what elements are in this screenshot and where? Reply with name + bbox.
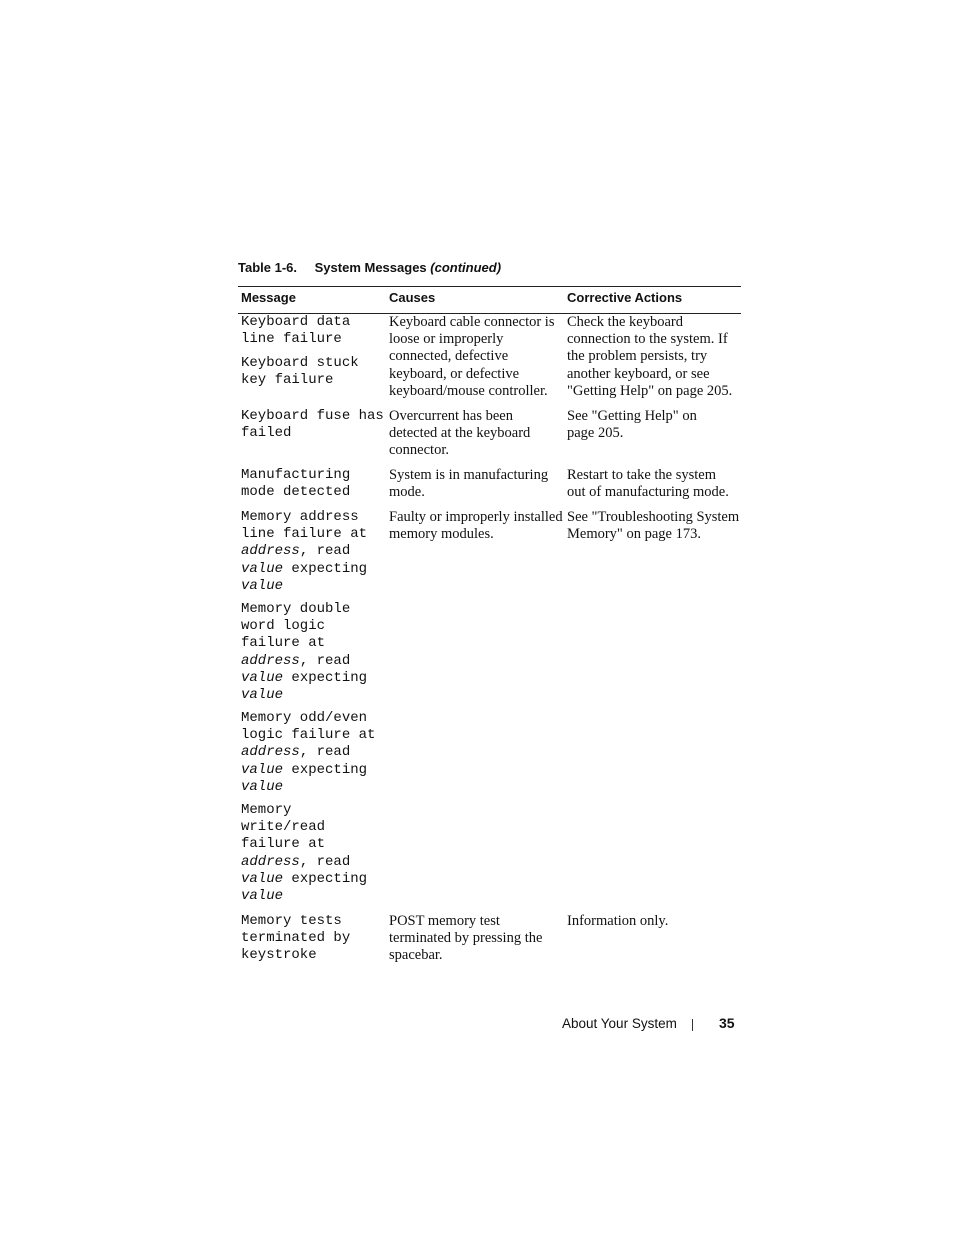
- cause-manufacturing: System is in manufacturing mode.: [389, 467, 549, 501]
- message-keyboard-data: Keyboard data line failure: [241, 314, 351, 348]
- table-title: System Messages: [314, 260, 427, 275]
- message-memory-address: Memory address line failure at address, read value expecting value: [241, 509, 368, 594]
- table-caption: [238, 260, 501, 275]
- message-memory-double-word: Memory double word logic failure at address, read value expecting value: [241, 601, 368, 704]
- message-keyboard-fuse: Keyboard fuse has failed: [241, 408, 384, 442]
- header-causes: Causes: [389, 290, 436, 305]
- footer-separator: [692, 1019, 693, 1031]
- header-message: Message: [241, 290, 296, 305]
- table-number: Table 1-6.: [238, 260, 298, 275]
- cause-memory-tests: POST memory test terminated by pressing the spacebar.: [389, 913, 543, 964]
- message-memory-tests: Memory tests terminated by keystroke: [241, 913, 351, 964]
- message-memory-odd-even: Memory odd/even logic failure at address, read value expecting value: [241, 710, 376, 795]
- table-header-row: [238, 286, 741, 314]
- message-keyboard-stuck: Keyboard stuck key failure: [241, 355, 359, 389]
- cause-fuse: Overcurrent has been detected at the keyboard connector.: [389, 408, 531, 459]
- table-continued: (continued): [430, 260, 502, 275]
- cause-keyboard: Keyboard cable connector is loose or improperly connected, defective keyboard, or defective keyboard/mouse controller.: [389, 314, 555, 399]
- footer-page-number: 35: [719, 1015, 735, 1031]
- action-memory: See "Troubleshooting System Memory" on page 173.: [567, 509, 740, 543]
- cause-memory: Faulty or improperly installed memory modules.: [389, 509, 563, 543]
- header-actions: Corrective Actions: [567, 290, 683, 305]
- action-manufacturing: Restart to take the system out of manufacturing mode.: [567, 467, 729, 501]
- action-fuse: See "Getting Help" on page 205.: [567, 408, 697, 442]
- message-memory-write-read: Memory write/read failure at address, read value expecting value: [241, 802, 368, 905]
- action-memory-tests: Information only.: [567, 913, 669, 929]
- action-keyboard: Check the keyboard connection to the system. If the problem persists, try another keyboard, or see "Getting Help" on page 205.: [567, 314, 733, 399]
- message-manufacturing: Manufacturing mode detected: [241, 467, 351, 501]
- footer-section-title: About Your System: [562, 1016, 677, 1031]
